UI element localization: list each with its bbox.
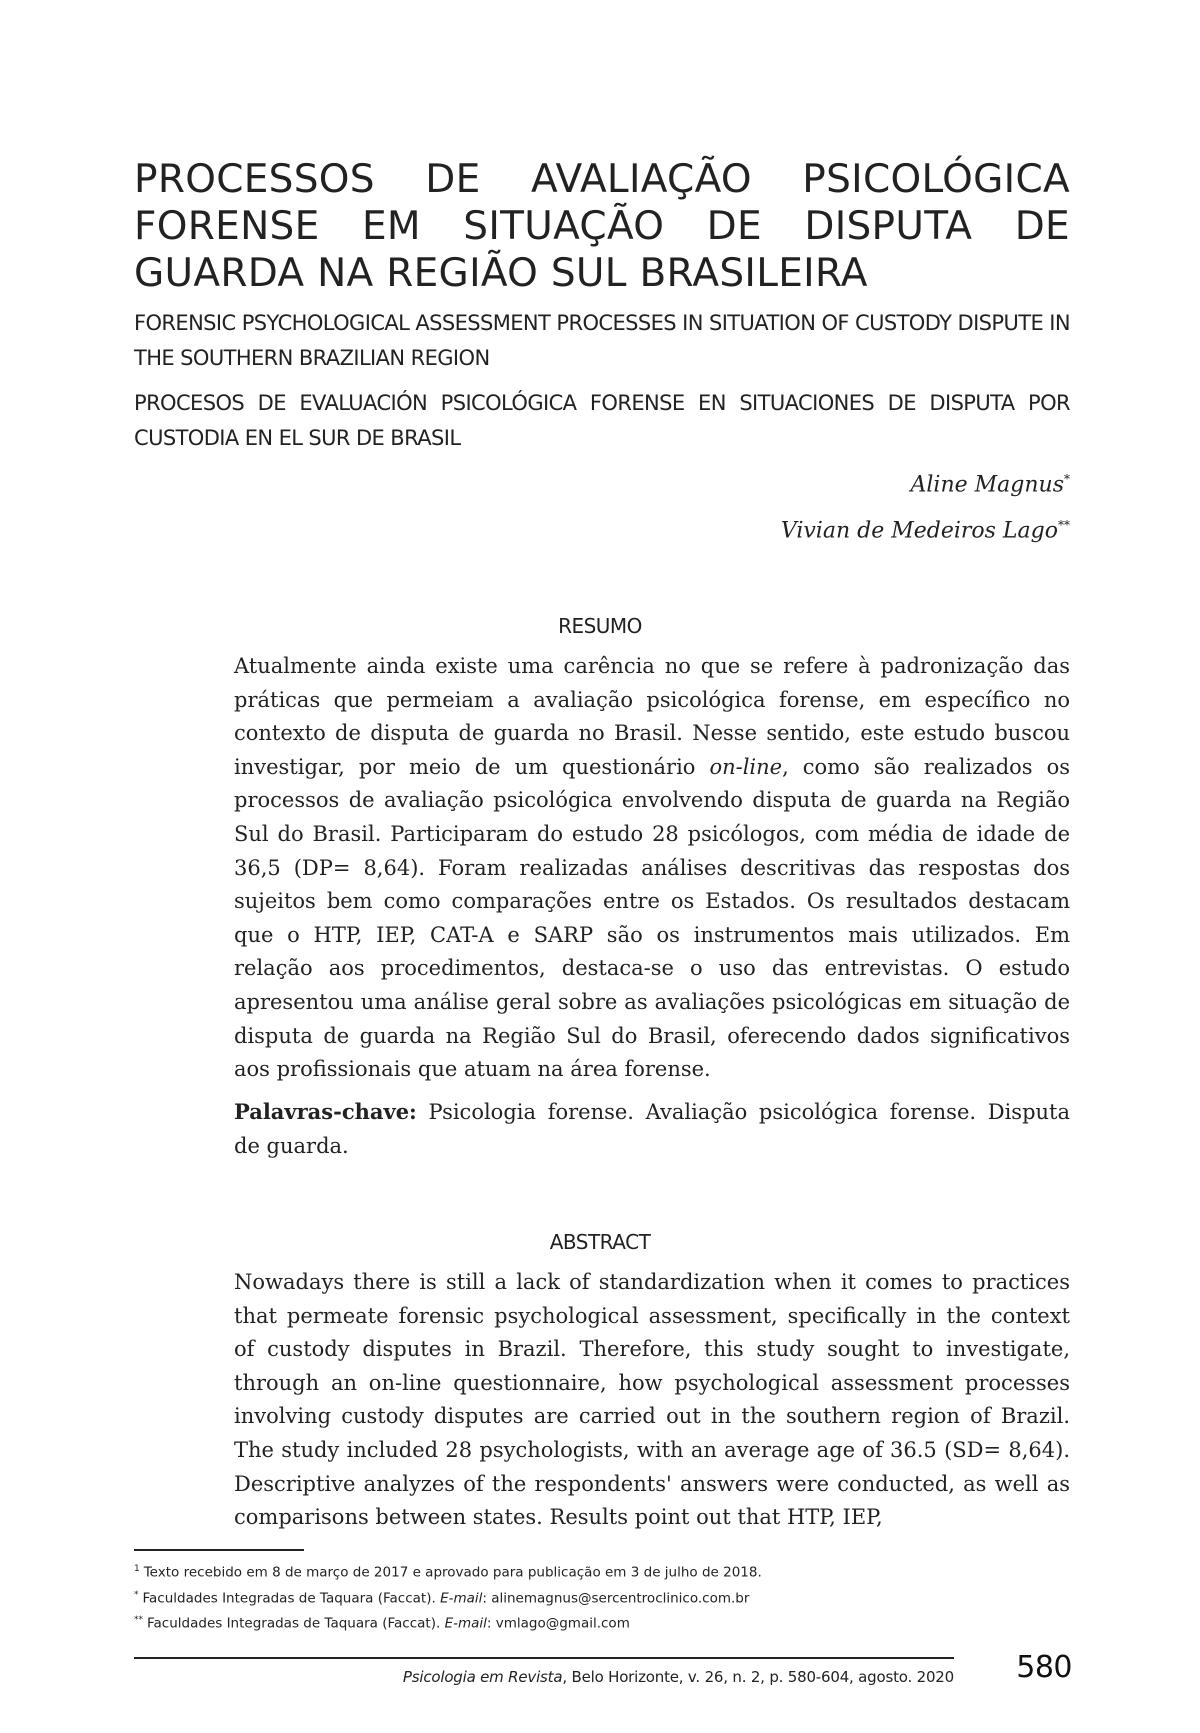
footer-citation: Psicologia em Revista, Belo Horizonte, v. 26, n. 2, p. 580-604, agosto. 2020: [402, 1668, 954, 1686]
page-number: 580: [1016, 1650, 1072, 1685]
author-name: Aline Magnus: [910, 472, 1064, 498]
article-title: PROCESSOS DE AVALIAÇÃO PSICOLÓGICA FORENSE EM SITUAÇÃO DE DISPUTA DE GUARDA NA REGIÃO SUL BRASILEIRA: [134, 157, 1070, 296]
journal-name: Psicologia em Revista: [402, 1668, 563, 1686]
footnote-author-1: * Faculdades Integradas de Taquara (Faccat). E-mail: alinemagnus@sercentroclinico.com.br: [134, 1589, 750, 1606]
abstract-paragraph: Nowadays there is still a lack of standardization when it comes to practices that permeate forensic psychological assessment, specifically in the context of custody disputes in Brazil. Therefore, this study sought to investigate, through an on-line questionnaire, how psychological assessment processes involving custody disputes are carried out in the southern region of Brazil. The study included 28 psychologists, with an average age of 36.5 (SD= 8,64). Descriptive analyzes of the respondents' answers were conducted, as well as comparisons between states. Results point out that HTP, IEP,: [234, 1270, 1070, 1530]
author-name: Vivian de Medeiros Lago: [780, 518, 1058, 544]
resumo-paragraph: Atualmente ainda existe uma carência no que se refere à padronização das práticas que permeiam a avaliação psicológica forense, em específico no contexto de disputa de guarda no Brasil. Nesse sentido, este estudo buscou investigar, por meio de um questionário on-line, como são realizados os processos de avaliação psicológica envolvendo disputa de guarda na Região Sul do Brasil. Participaram do estudo 28 psicólogos, com média de idade de 36,5 (DP= 8,64). Foram realizadas análises descritivas das respostas dos sujeitos bem como comparações entre os Estados. Os resultados destacam que o HTP, IEP, CAT-A e SARP são os instrumentos mais utilizados. Em relação aos procedimentos, destaca-se o uso das entrevistas. O estudo apresentou uma análise geral sobre as avaliações psicológicas em situação de disputa de guarda na Região Sul do Brasil, oferecendo dados significativos aos profissionais que atuam na área forense.: [234, 654, 1071, 1082]
subtitle-spanish: PROCESOS DE EVALUACIÓN PSICOLÓGICA FORENSE EN SITUACIONES DE DISPUTA POR CUSTODIA EN EL SUR DE BRASIL: [134, 391, 1070, 450]
author-2: [470, 518, 1070, 543]
footer-divider: [134, 1657, 954, 1659]
footnote-1: $^1$ Texto recebido em 8 de março de 2017 e aprovado para publicação em 3 de julho de 2018.: [134, 1564, 762, 1581]
abstract-heading: ABSTRACT: [549, 1230, 651, 1254]
footnote-author-2: ** Faculdades Integradas de Taquara (Faccat). E-mail: vmlago@gmail.com: [134, 1615, 630, 1632]
resumo-heading: RESUMO: [558, 614, 642, 638]
author-mark: *: [1064, 472, 1070, 486]
footnote-divider: [134, 1549, 304, 1551]
keywords-label: Palavras-chave:: [234, 1099, 417, 1124]
keywords-list: Psicologia forense. Avaliação psicológica forense. Disputa de guarda.: [234, 1100, 1070, 1158]
subtitle-english: FORENSIC PSYCHOLOGICAL ASSESSMENT PROCESSES IN SITUATION OF CUSTODY DISPUTE IN THE SOUTHERN BRAZILIAN REGION: [134, 311, 1070, 370]
author-1: [470, 472, 1070, 497]
author-mark: **: [1058, 518, 1070, 532]
footnotes: [134, 1558, 1070, 1635]
keywords: [234, 1095, 1070, 1163]
